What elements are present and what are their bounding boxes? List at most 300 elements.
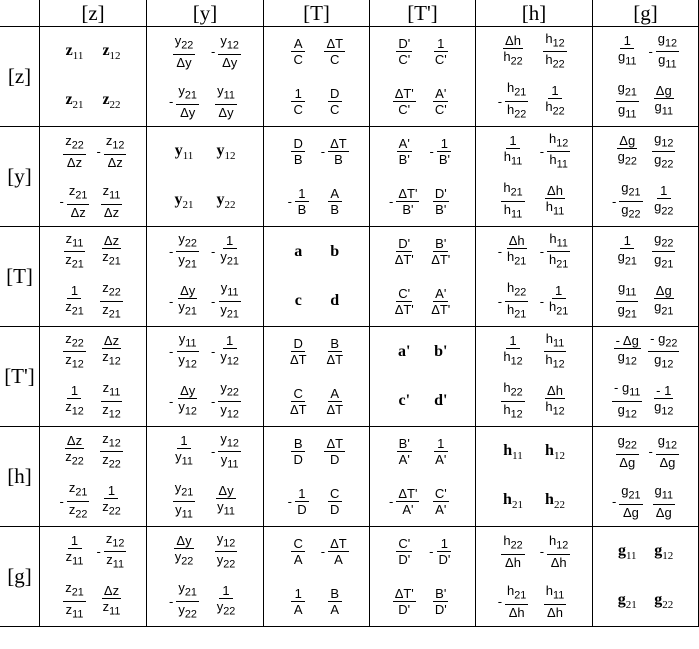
- numerator: [328, 136, 349, 152]
- fraction: [288, 386, 309, 417]
- fraction-body: [616, 33, 638, 70]
- term-text: Δh: [547, 182, 563, 198]
- numerator: [64, 231, 86, 253]
- term-text: Δz: [70, 204, 86, 220]
- fraction: [291, 86, 305, 117]
- numerator: [328, 536, 349, 552]
- numerator: [505, 80, 528, 102]
- fraction-body: [501, 333, 524, 370]
- fraction: [396, 36, 412, 67]
- row-header: [y]: [0, 127, 40, 227]
- fraction-body: [393, 86, 416, 117]
- fraction-body: [397, 436, 412, 467]
- term-text: 1: [440, 136, 449, 152]
- term-subscript: 11: [72, 608, 84, 621]
- term-base: y: [216, 530, 224, 546]
- term-base: y: [220, 349, 227, 365]
- term-text: A: [334, 552, 343, 568]
- term-text: D': [398, 601, 411, 617]
- term-base: g: [617, 249, 625, 265]
- term-base: h: [545, 52, 553, 68]
- term-subscript: 11: [552, 337, 565, 350]
- numerator: [102, 233, 121, 249]
- fraction: [653, 483, 675, 520]
- minus-sign: -: [211, 293, 216, 309]
- term-base: y: [216, 598, 224, 614]
- term-base: z: [68, 182, 76, 198]
- term-subscript: 11: [181, 456, 193, 469]
- fraction-body: [652, 283, 675, 320]
- fraction: [544, 183, 566, 220]
- term-text: 1: [551, 82, 559, 98]
- term-subscript: 21: [226, 256, 239, 269]
- numerator: [501, 180, 524, 202]
- term-subscript: 22: [552, 58, 565, 71]
- term-base: z: [65, 352, 72, 368]
- term-text: Δz: [103, 582, 120, 598]
- term-base: y: [178, 230, 185, 246]
- matrix-entry: [415, 227, 468, 277]
- fraction: [616, 33, 638, 70]
- fraction-body: [63, 383, 86, 420]
- fraction: [652, 231, 675, 273]
- term-base: y: [178, 601, 185, 617]
- matrix-cell: [264, 27, 370, 127]
- matrix-cell: [476, 227, 593, 327]
- term-subscript: 12: [108, 408, 121, 421]
- term-base: z: [65, 252, 72, 268]
- matrix-entry: [197, 577, 255, 627]
- fraction: [97, 133, 127, 170]
- numerator: [101, 183, 123, 205]
- term-text: ΔT': [398, 485, 418, 501]
- symbol-base: a: [294, 242, 303, 260]
- parameter-symbol: [65, 91, 83, 111]
- fraction: [169, 383, 199, 420]
- matrix-entry: [415, 277, 468, 327]
- minus-sign: -: [287, 493, 292, 509]
- fraction-body: [656, 433, 679, 470]
- fraction-body: [291, 86, 305, 117]
- numerator: [547, 131, 570, 153]
- term-subscript: 12: [108, 437, 121, 450]
- matrix-cell: [476, 327, 593, 427]
- term-text: C: [293, 385, 303, 401]
- fraction: [652, 183, 675, 220]
- matrix-cell: [370, 427, 476, 527]
- parameter-symbol: [330, 292, 339, 310]
- numerator: [173, 480, 196, 502]
- term-base: h: [507, 301, 515, 317]
- fraction: [63, 133, 86, 170]
- term-base: y: [217, 82, 224, 98]
- term-base: y: [220, 249, 227, 265]
- fraction-body: [101, 183, 123, 220]
- term-subscript: 11: [665, 58, 677, 71]
- minus-sign: -: [539, 544, 545, 560]
- term-subscript: 22: [71, 337, 84, 350]
- fraction-body: [63, 433, 86, 470]
- matrix-entry: [415, 527, 468, 577]
- numerator: [223, 233, 237, 249]
- term-text: ΔT': [431, 252, 451, 268]
- symbol-subscript: 12: [553, 449, 565, 462]
- term-subscript: 21: [514, 589, 527, 602]
- fraction: [211, 280, 241, 322]
- denominator: [332, 552, 345, 567]
- term-base: y: [178, 82, 185, 98]
- term-text: A': [398, 452, 410, 468]
- term-text: Δg: [622, 504, 639, 520]
- denominator: [505, 102, 528, 123]
- symbol-base: h: [545, 441, 554, 459]
- term-subscript: 12: [226, 40, 239, 53]
- term-text: 1: [294, 85, 302, 101]
- numerator: [219, 583, 233, 599]
- minus-sign: -: [497, 593, 503, 609]
- term-subscript: 22: [226, 386, 239, 399]
- numerator: [437, 536, 451, 552]
- fraction: [215, 583, 238, 620]
- term-text: - 1: [656, 382, 672, 398]
- numerator: [505, 280, 528, 302]
- numerator: [65, 433, 84, 449]
- fraction-body: [295, 486, 309, 517]
- denominator: [652, 199, 675, 220]
- matrix-entry: [197, 377, 255, 427]
- fraction-body: [324, 436, 345, 467]
- minus-sign: -: [389, 493, 394, 509]
- term-base: g: [657, 30, 666, 46]
- numerator: [291, 86, 305, 102]
- denominator: [328, 452, 341, 467]
- fraction-body: [437, 136, 452, 167]
- term-base: z: [68, 501, 76, 517]
- column-header: [h]: [476, 0, 593, 27]
- denominator: [544, 199, 566, 220]
- term-text: Δy: [176, 55, 192, 71]
- symbol-subscript: 11: [182, 149, 194, 162]
- term-base: g: [621, 201, 629, 217]
- symbol-base: z: [102, 41, 110, 59]
- term-subscript: 12: [556, 540, 569, 553]
- term-text: Δg: [619, 455, 636, 471]
- term-base: h: [545, 582, 553, 598]
- term-text: D': [398, 236, 411, 252]
- fraction-body: [328, 136, 349, 167]
- matrix-entry: [197, 127, 255, 177]
- term-base: g: [621, 180, 629, 196]
- fraction: [211, 233, 241, 270]
- term-text: Δg: [619, 133, 636, 149]
- term-subscript: 12: [71, 405, 84, 418]
- fraction-body: [176, 83, 199, 120]
- term-base: - g: [650, 330, 666, 346]
- term-text: D: [330, 501, 340, 517]
- term-text: Δy: [222, 55, 238, 71]
- denominator: [292, 602, 305, 617]
- fraction-body: [176, 231, 199, 273]
- numerator: [104, 133, 127, 155]
- term-subscript: 22: [624, 440, 637, 453]
- term-base: h: [503, 180, 511, 196]
- term-text: C': [434, 485, 447, 501]
- term-subscript: 12: [108, 356, 121, 369]
- denominator: [654, 505, 674, 520]
- denominator: [433, 52, 449, 67]
- numerator: [291, 336, 305, 352]
- numerator: [328, 386, 342, 402]
- term-text: C: [330, 101, 340, 117]
- term-base: g: [617, 149, 625, 165]
- term-subscript: 11: [552, 205, 565, 218]
- fraction-body: [393, 586, 416, 617]
- term-text: Δh: [508, 604, 525, 620]
- numerator: [291, 386, 305, 402]
- denominator: [545, 605, 565, 620]
- term-subscript: 21: [514, 86, 527, 99]
- fraction-body: [218, 280, 241, 322]
- term-base: g: [617, 80, 625, 96]
- numerator: [215, 531, 238, 553]
- fraction-body: [324, 36, 345, 67]
- matrix-cell: [40, 427, 147, 527]
- numerator: [545, 183, 565, 199]
- fraction-body: [616, 433, 639, 470]
- fraction: [396, 536, 412, 567]
- fraction-body: [64, 533, 86, 570]
- parameter-symbol: [66, 42, 84, 62]
- term-text: A: [293, 601, 303, 617]
- term-subscript: 12: [665, 440, 678, 453]
- fraction-body: [324, 336, 345, 367]
- matrix-entry: [638, 227, 691, 277]
- matrix-cell: [147, 27, 264, 127]
- term-subscript: 21: [624, 86, 637, 99]
- numerator: [328, 186, 342, 202]
- term-subscript: 12: [661, 358, 674, 371]
- symbol-subscript: 21: [182, 199, 194, 212]
- parameter-symbol: [175, 142, 194, 162]
- term-text: Δh: [550, 555, 567, 571]
- minus-sign: -: [59, 193, 64, 209]
- symbol-base: d: [330, 292, 340, 310]
- term-subscript: 21: [624, 308, 637, 321]
- term-text: A': [435, 501, 447, 517]
- term-base: h: [507, 80, 515, 96]
- fraction: [616, 280, 639, 322]
- symbol-base: h: [545, 491, 554, 509]
- fraction: [324, 386, 345, 417]
- numerator: [501, 533, 524, 555]
- term-base: g: [617, 433, 625, 449]
- numerator: [177, 331, 199, 353]
- fraction-body: [397, 136, 412, 167]
- term-subscript: 21: [514, 308, 527, 321]
- symbol-subscript: 21: [625, 599, 637, 612]
- term-text: 1: [222, 582, 230, 598]
- numerator: [393, 86, 416, 102]
- term-subscript: 21: [108, 256, 121, 269]
- term-text: 1: [298, 485, 306, 501]
- matrix-entry: [638, 377, 691, 427]
- term-subscript: 22: [71, 456, 84, 469]
- denominator: [173, 549, 196, 570]
- symbol-base: h: [503, 491, 512, 509]
- term-subscript: 12: [661, 137, 674, 150]
- term-subscript: 21: [556, 305, 569, 318]
- fraction-body: [63, 133, 86, 170]
- term-subscript: 22: [552, 105, 565, 118]
- term-text: ΔT: [326, 36, 344, 52]
- matrix-entry: [85, 377, 138, 427]
- fraction-body: [173, 433, 195, 470]
- fraction-body: [648, 331, 679, 373]
- fraction: [64, 533, 86, 570]
- term-subscript: 22: [624, 156, 637, 169]
- denominator: [102, 205, 121, 220]
- column-header: [g]: [593, 0, 699, 27]
- term-base: y: [216, 552, 224, 568]
- term-subscript: 21: [71, 258, 84, 271]
- term-subscript: 11: [72, 237, 84, 250]
- fraction-body: [218, 380, 241, 422]
- matrix-entry: [638, 177, 691, 227]
- term-base: h: [503, 49, 511, 65]
- denominator: [295, 502, 308, 517]
- matrix-cell: [476, 27, 593, 127]
- term-base: h: [503, 380, 511, 396]
- term-subscript: 12: [624, 356, 637, 369]
- parameter-symbol: [545, 442, 565, 462]
- term-subscript: 11: [556, 158, 568, 171]
- fraction: [100, 233, 123, 270]
- fraction-body: [501, 533, 524, 570]
- term-text: B': [435, 585, 447, 601]
- parameter-symbol: [102, 91, 120, 111]
- symbol-base: c': [398, 392, 411, 410]
- denominator: [296, 202, 309, 217]
- matrix-entry: [197, 177, 255, 227]
- fraction-body: [652, 383, 675, 420]
- numerator: [544, 331, 566, 353]
- denominator: [501, 402, 524, 423]
- term-text: ΔT: [326, 352, 344, 368]
- term-text: C': [434, 52, 447, 68]
- term-text: Δy: [180, 104, 196, 120]
- numerator: [657, 183, 671, 199]
- denominator: [547, 152, 569, 173]
- fraction-body: [616, 80, 639, 122]
- fraction: [215, 483, 237, 520]
- fraction: [543, 331, 566, 373]
- matrix-entry: [309, 177, 362, 227]
- fraction: [433, 86, 449, 117]
- denominator: [616, 102, 638, 123]
- term-subscript: 11: [625, 286, 637, 299]
- matrix-entry: [309, 77, 362, 127]
- term-subscript: 11: [185, 337, 197, 350]
- fraction: [616, 133, 639, 170]
- fraction: [648, 433, 679, 470]
- term-base: z: [105, 530, 113, 546]
- term-base: h: [549, 298, 557, 314]
- term-text: B: [297, 201, 307, 217]
- term-text: D: [293, 136, 303, 152]
- numerator: [176, 83, 199, 105]
- numerator: [177, 433, 191, 449]
- term-base: - g: [614, 380, 630, 396]
- term-base: y: [174, 549, 182, 565]
- fraction-body: [547, 283, 570, 320]
- term-text: A': [435, 452, 447, 468]
- term-base: g: [617, 301, 625, 317]
- term-text: C': [398, 536, 411, 552]
- numerator: [656, 31, 679, 53]
- denominator: [505, 249, 528, 270]
- parameter-symbol: [217, 191, 236, 211]
- denominator: [176, 352, 199, 373]
- minus-sign: -: [497, 244, 503, 260]
- denominator: [397, 452, 412, 467]
- denominator: [505, 302, 528, 323]
- denominator: [176, 299, 199, 320]
- term-base: h: [545, 98, 553, 114]
- term-subscript: 22: [223, 558, 236, 571]
- matrix-entry: [85, 577, 138, 627]
- term-text: Δz: [66, 155, 83, 171]
- fraction: [97, 531, 127, 573]
- numerator: [291, 36, 305, 52]
- fraction: [100, 280, 123, 322]
- matrix-entry: [309, 527, 362, 577]
- fraction: [173, 533, 196, 570]
- matrix-cell: [370, 127, 476, 227]
- term-text: C': [398, 52, 411, 68]
- term-text: D: [293, 336, 303, 352]
- matrix-entry: [638, 127, 691, 177]
- fraction: [543, 31, 566, 73]
- numerator: [63, 133, 86, 155]
- denominator: [433, 602, 449, 617]
- term-subscript: 22: [184, 237, 197, 250]
- fraction: [501, 33, 524, 70]
- fraction: [324, 336, 345, 367]
- fraction-body: [501, 380, 524, 422]
- fraction: [429, 286, 452, 317]
- denominator: [328, 502, 341, 517]
- numerator: [216, 483, 235, 499]
- numerator: [501, 380, 524, 402]
- numerator: [654, 83, 674, 99]
- term-text: D': [398, 36, 411, 52]
- term-base: g: [658, 52, 666, 68]
- fraction: [100, 483, 123, 520]
- matrix-entry: [526, 477, 584, 527]
- term-text: B': [435, 236, 447, 252]
- denominator: [176, 252, 199, 273]
- numerator: [656, 433, 679, 455]
- denominator: [216, 105, 235, 120]
- fraction: [169, 83, 199, 120]
- denominator: [176, 602, 199, 623]
- fraction-body: [505, 80, 528, 122]
- numerator: [328, 86, 342, 102]
- term-base: z: [102, 280, 109, 296]
- term-text: B': [402, 201, 414, 217]
- minus-sign: -: [389, 193, 394, 209]
- term-text: 1: [70, 533, 79, 549]
